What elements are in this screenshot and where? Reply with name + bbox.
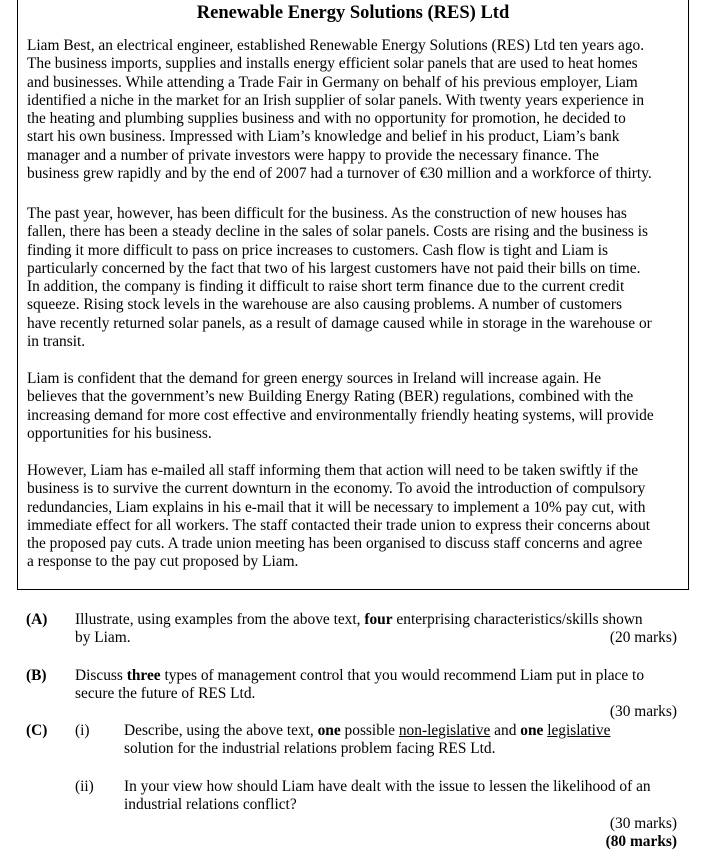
text-line: redundancies, Liam explains in his e-mail that it will be necessary to implement a 10% pay cut, with bbox=[27, 498, 646, 516]
question-b-marks: (30 marks) bbox=[609, 703, 677, 720]
question-a-label: (A) bbox=[26, 611, 48, 628]
question-a-text: Illustrate, using examples from the above text, bbox=[75, 611, 365, 628]
text-line: the heating and plumbing supplies business and with no opportunity for promotion, he decided to bbox=[27, 110, 626, 128]
paragraph-4 bbox=[27, 462, 687, 572]
text-line: increasing demand for more cost effective and environmentally friendly heating systems, will provide bbox=[27, 406, 654, 424]
question-a-line-1 bbox=[75, 611, 643, 629]
text-line: However, Liam has e-mailed all staff informing them that action will need to be taken swiftly if the bbox=[27, 462, 639, 479]
question-c-marks: (30 marks) bbox=[609, 815, 677, 832]
text-line: opportunities for his business. bbox=[27, 424, 212, 442]
text-line: In addition, the company is finding it difficult to raise short term finance due to the current credit bbox=[27, 278, 625, 296]
text-line: believes that the government’s new Building Energy Rating (BER) regulations, combined with the bbox=[27, 388, 634, 406]
question-c-i-text: Describe, using the above text, bbox=[124, 722, 318, 739]
total-marks: (80 marks) bbox=[605, 833, 677, 850]
text-line: The past year, however, has been difficult for the business. As the construction of new houses has bbox=[27, 205, 627, 222]
case-study-title: Renewable Energy Solutions (RES) Ltd bbox=[196, 3, 510, 23]
question-a-line-2: by Liam. bbox=[75, 629, 131, 646]
text-line: immediate effect for all workers. The staff contacted their trade union to express their concerns about bbox=[27, 516, 651, 534]
paragraph-1 bbox=[27, 37, 687, 183]
text-line: squeeze. Rising stock levels in the warehouse are also causing problems. A number of customers bbox=[27, 296, 622, 314]
text-line: business is to survive the current downturn in the economy. To avoid the introduction of compulsory bbox=[27, 480, 646, 498]
question-c-ii-label: (ii) bbox=[75, 778, 94, 795]
question-a-text: enterprising characteristics/skills shown bbox=[392, 611, 643, 628]
text-line: Liam is confident that the demand for green energy sources in Ireland will increase again. He bbox=[27, 370, 602, 387]
question-b-text: types of management control that you would recommend Liam put in place to bbox=[160, 667, 645, 684]
question-a-marks: (20 marks) bbox=[609, 629, 677, 646]
question-b-label: (B) bbox=[26, 667, 47, 684]
question-c-i-underline: non-legislative bbox=[398, 722, 491, 739]
question-b-text: Discuss bbox=[75, 667, 127, 684]
text-line: and businesses. While attending a Trade Fair in Germany on behalf of his previous employer, Liam bbox=[27, 73, 638, 91]
question-c-i-label: (i) bbox=[75, 722, 90, 739]
paragraph-3 bbox=[27, 370, 687, 443]
question-a-bold: four bbox=[364, 611, 393, 628]
question-c-i-line-2: solution for the industrial relations problem facing RES Ltd. bbox=[124, 740, 496, 757]
question-c-label: (C) bbox=[26, 722, 48, 739]
text-line: Liam Best, an electrical engineer, established Renewable Energy Solutions (RES) Ltd ten years ago. bbox=[27, 37, 645, 54]
question-c-i-bold: one bbox=[520, 722, 544, 739]
question-c-i-line-1 bbox=[124, 722, 610, 740]
paragraph-2 bbox=[27, 205, 687, 351]
text-line: finding it more difficult to pass on price increases to customers. Cash flow is tight and Liam is bbox=[27, 241, 609, 259]
text-line: have recently returned solar panels, as a result of damage caused while in storage in the warehouse or bbox=[27, 314, 652, 332]
text-line: manager and a number of private investors were happy to provide the necessary finance. The bbox=[27, 146, 599, 164]
case-study-box bbox=[17, 0, 689, 590]
text-line: start his own business. Impressed with Liam’s knowledge and belief in his product, Liam’s bank bbox=[27, 128, 620, 146]
text-line: a response to the pay cut proposed by Liam. bbox=[27, 553, 299, 571]
text-line: business grew rapidly and by the end of 2007 had a turnover of €30 million and a workforce of thirty. bbox=[27, 165, 652, 183]
text-line: fallen, there has been a steady decline in the sales of solar panels. Costs are rising and the business is bbox=[27, 223, 649, 241]
text-line: identified a niche in the market for an Irish supplier of solar panels. With twenty years experience in bbox=[27, 91, 645, 109]
question-c-i-text: possible bbox=[340, 722, 399, 739]
question-b-line-2: secure the future of RES Ltd. bbox=[75, 685, 256, 702]
question-b-bold: three bbox=[126, 667, 161, 684]
question-b-line-1 bbox=[75, 667, 644, 685]
text-line: The business imports, supplies and installs energy efficient solar panels that are used to heat homes bbox=[27, 55, 638, 73]
question-c-i-underline: legislative bbox=[547, 722, 611, 739]
question-c-i-text: and bbox=[490, 722, 521, 739]
text-line: in transit. bbox=[27, 333, 86, 351]
question-c-ii-line-2: industrial relations conflict? bbox=[124, 796, 297, 813]
text-line: particularly concerned by the fact that two of his largest customers have not paid their bills on time. bbox=[27, 259, 641, 277]
question-c-i-bold: one bbox=[317, 722, 341, 739]
question-c-ii-line-1: In your view how should Liam have dealt with the issue to lessen the likelihood of an bbox=[124, 778, 651, 795]
text-line: the proposed pay cuts. A trade union meeting has been organised to discuss staff concerns and agree bbox=[27, 535, 643, 553]
